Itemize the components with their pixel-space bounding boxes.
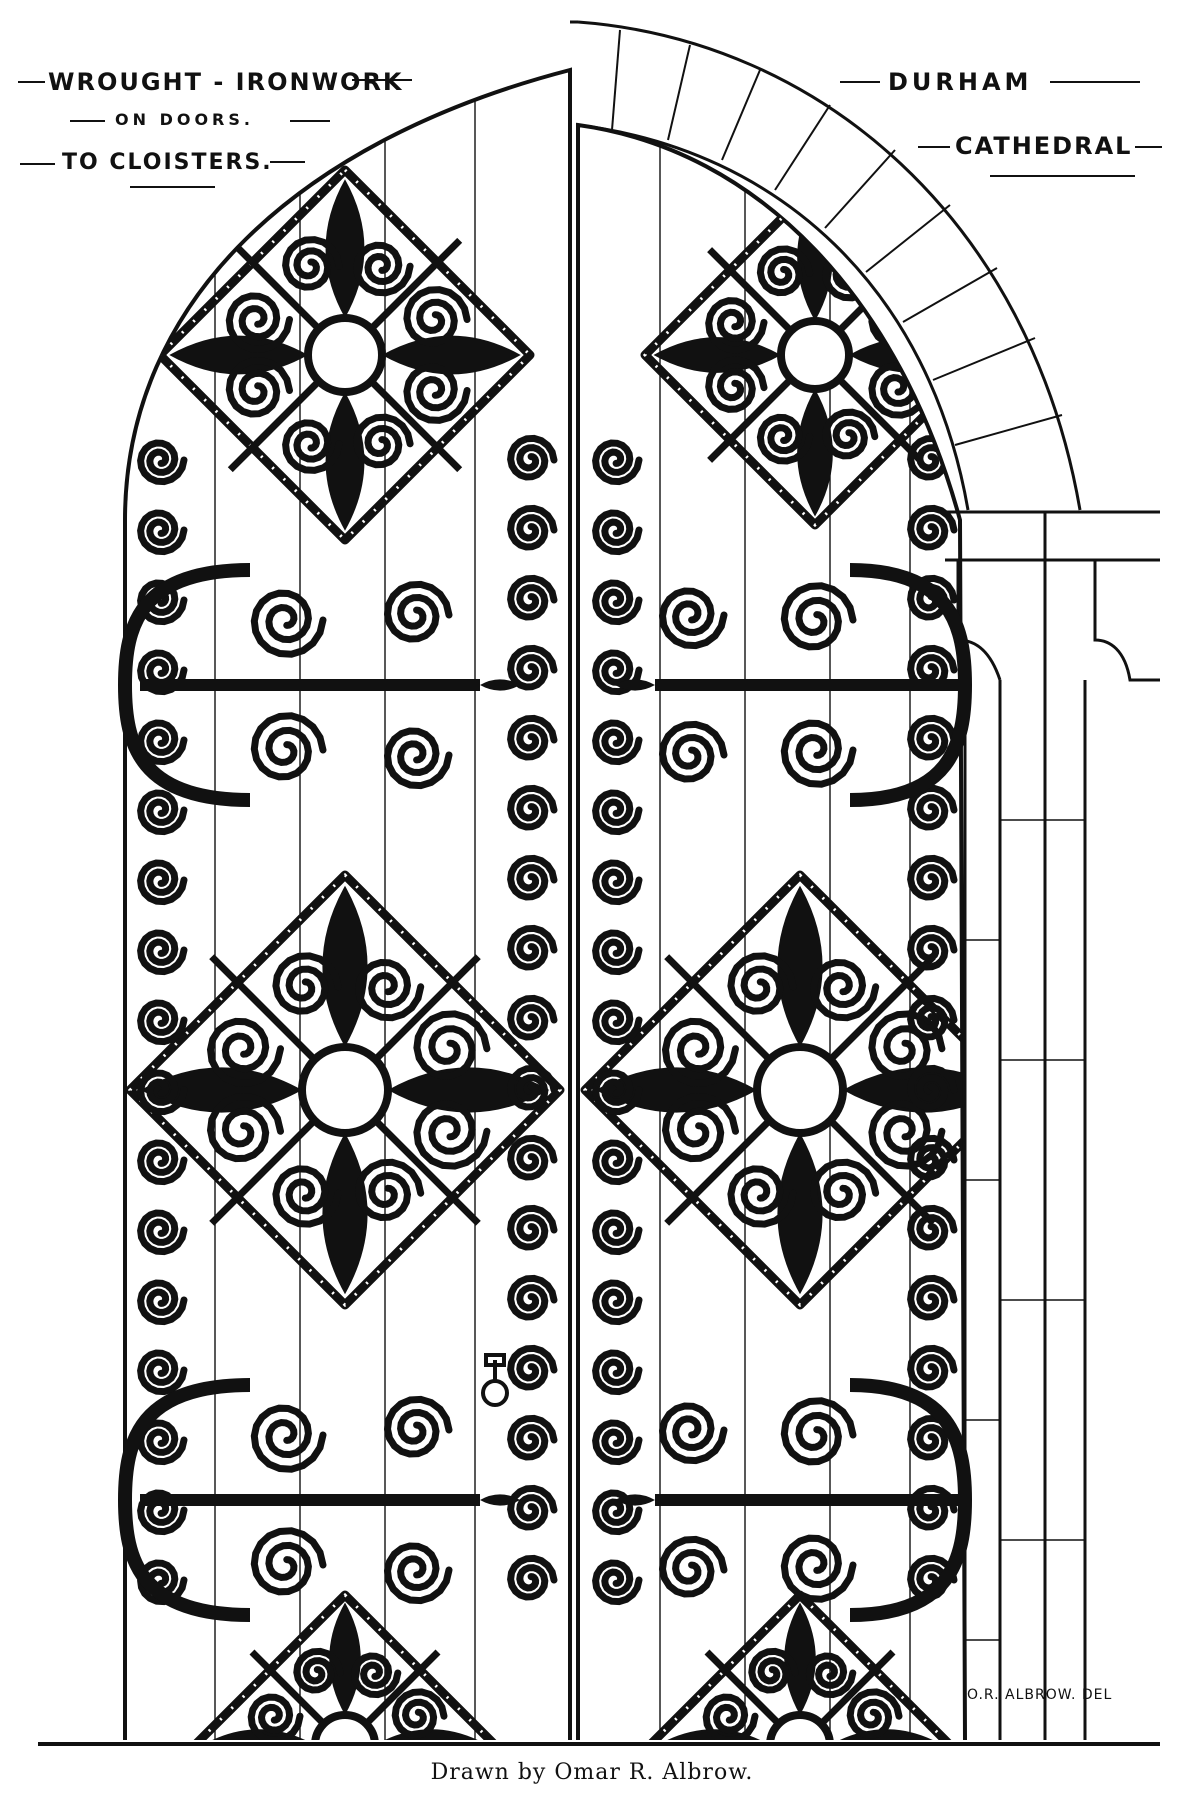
scroll	[596, 863, 639, 902]
scroll	[511, 1558, 554, 1597]
scroll	[596, 513, 639, 552]
scroll	[297, 1800, 340, 1809]
caption: Drawn by Omar R. Albrow.	[430, 1760, 754, 1785]
scroll	[388, 1546, 450, 1601]
scroll	[511, 858, 554, 897]
title-cathedral: CATHEDRAL	[955, 132, 1133, 160]
scroll	[511, 1278, 554, 1317]
scroll	[357, 245, 411, 292]
scroll	[511, 718, 554, 757]
scroll	[850, 1692, 899, 1735]
boss	[757, 1047, 843, 1133]
scroll	[141, 793, 184, 832]
scroll	[911, 1348, 954, 1387]
scroll	[511, 438, 554, 477]
scroll	[141, 1143, 184, 1182]
scroll	[784, 723, 853, 784]
scroll	[141, 1283, 184, 1322]
scroll	[511, 1208, 554, 1247]
scroll	[911, 1278, 954, 1317]
scroll	[359, 1162, 421, 1217]
title-to-cloisters: TO CLOISTERS.	[62, 150, 273, 175]
scroll	[417, 1104, 487, 1166]
scroll	[141, 1213, 184, 1252]
scroll	[809, 1656, 852, 1695]
scroll	[814, 963, 876, 1018]
scroll	[596, 1213, 639, 1252]
scroll	[784, 1401, 853, 1462]
scroll	[872, 295, 927, 344]
scroll	[809, 1795, 852, 1809]
scroll	[911, 858, 954, 897]
scroll	[911, 438, 954, 477]
ring-handle-icon	[483, 1355, 507, 1405]
scroll	[407, 290, 467, 343]
scroll	[663, 724, 725, 779]
scroll	[784, 586, 853, 647]
scroll	[511, 998, 554, 1037]
scroll	[596, 933, 639, 972]
scroll	[254, 1408, 323, 1469]
scroll	[141, 863, 184, 902]
scroll	[596, 443, 639, 482]
artist-signature: O.R. ALBROW. DEL	[967, 1687, 1113, 1703]
title-durham: DURHAM	[888, 68, 1033, 96]
leaf	[849, 337, 977, 373]
scroll	[596, 1143, 639, 1182]
scroll	[141, 1353, 184, 1392]
scroll	[596, 583, 639, 622]
scroll	[596, 1563, 639, 1602]
scroll	[141, 1003, 184, 1042]
stone-jamb	[945, 512, 1160, 1740]
scroll	[354, 1795, 397, 1809]
boss	[781, 321, 849, 389]
title-on-doors: ON DOORS.	[115, 110, 254, 129]
title-wrought-ironwork: WROUGHT - IRONWORK	[48, 68, 404, 96]
scroll	[511, 508, 554, 547]
scroll	[663, 1539, 725, 1594]
scroll	[784, 1538, 853, 1599]
scroll	[511, 1488, 554, 1527]
scroll	[511, 928, 554, 967]
left-door-ironwork	[130, 170, 560, 1809]
scroll	[141, 513, 184, 552]
scroll	[511, 578, 554, 617]
scroll	[826, 412, 875, 456]
scroll	[663, 1406, 725, 1461]
scroll	[814, 1162, 876, 1217]
scroll	[596, 1003, 639, 1042]
scroll	[596, 1353, 639, 1392]
scroll	[511, 1418, 554, 1457]
scroll	[254, 716, 323, 777]
scroll	[911, 508, 954, 547]
scroll	[359, 963, 421, 1018]
scroll	[388, 1399, 450, 1454]
scroll	[357, 417, 411, 465]
scroll	[511, 648, 554, 687]
scroll	[141, 443, 184, 482]
scroll	[511, 1348, 554, 1387]
scroll	[254, 1531, 323, 1592]
scroll	[354, 1656, 397, 1695]
boss	[308, 318, 382, 392]
scroll	[596, 793, 639, 832]
scroll	[395, 1692, 444, 1735]
scroll	[663, 591, 725, 646]
scroll	[911, 1208, 954, 1247]
scroll	[388, 584, 450, 639]
scroll	[752, 1800, 795, 1809]
scroll	[872, 366, 927, 415]
scroll	[141, 933, 184, 972]
scroll	[596, 723, 639, 762]
scroll	[596, 1423, 639, 1462]
scroll	[511, 1138, 554, 1177]
leaf	[382, 336, 521, 375]
scroll	[388, 731, 450, 786]
scroll	[417, 1014, 487, 1076]
scroll	[407, 367, 467, 420]
scroll	[511, 788, 554, 827]
boss	[302, 1047, 388, 1133]
scroll	[254, 593, 323, 654]
scroll	[596, 1283, 639, 1322]
